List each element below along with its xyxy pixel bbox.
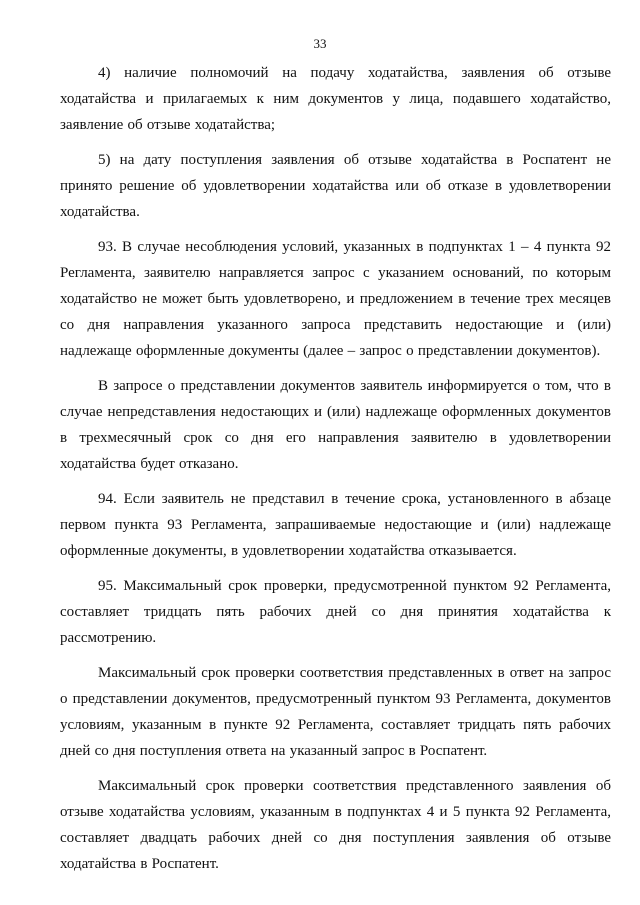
- page-number: 33: [313, 36, 327, 51]
- paragraph-93-request-notice: В запросе о представлении документов заявитель информируется о том, что в случае непредставления недостающих и (или) надлежаще оформленных документов в трехмесячный срок со дня его направления заявителю в удовлетворении ходатайства будет отказано.: [60, 378, 611, 472]
- paragraph-93: 93. В случае несоблюдения условий, указанных в подпунктах 1 – 4 пункта 92 Регламента, заявителю направляется запрос с указанием оснований, по которым ходатайство не может быть удовлетворено, и предложением в течение трех месяцев со дня направления указанного запроса представить недостающие и (или) надлежаще оформленные документы (далее – запрос о представлении документов).: [60, 239, 611, 359]
- paragraph-item-5: 5) на дату поступления заявления об отзыве ходатайства в Роспатент не принято решение об удовлетворении ходатайства или об отказе в удовлетворении ходатайства.: [60, 152, 611, 220]
- paragraph-95-response-check: Максимальный срок проверки соответствия представленных в ответ на запрос о представлении документов, предусмотренный пунктом 93 Регламента, документов условиям, указанным в пункте 92 Регламента, составляет тридцать пять рабочих дней со дня поступления ответа на указанный запрос в Роспатент.: [60, 665, 611, 759]
- paragraph-95: 95. Максимальный срок проверки, предусмотренной пунктом 92 Регламента, составляет тридцать пять рабочих дней со дня принятия ходатайства к рассмотрению.: [60, 578, 611, 646]
- paragraph-item-4: 4) наличие полномочий на подачу ходатайства, заявления об отзыве ходатайства и прилагаемых к ним документов у лица, подавшего ходатайство, заявление об отзыве ходатайства;: [60, 65, 611, 133]
- paragraph-94: 94. Если заявитель не представил в течение срока, установленного в абзаце первом пункта 93 Регламента, запрашиваемые недостающие и (или) надлежаще оформленные документы, в удовлетворении ходатайства отказывается.: [60, 491, 611, 559]
- paragraph-95-withdrawal-check: Максимальный срок проверки соответствия представленного заявления об отзыве ходатайства условиям, указанным в подпунктах 4 и 5 пункта 92 Регламента, составляет двадцать рабочих дней со дня поступления заявления об отзыве ходатайства в Роспатент.: [60, 778, 611, 872]
- document-body: [60, 60, 611, 886]
